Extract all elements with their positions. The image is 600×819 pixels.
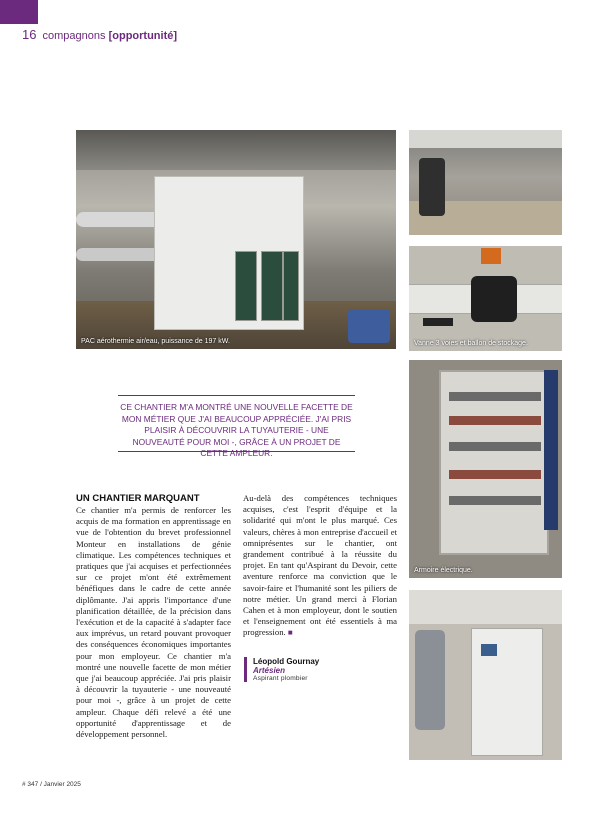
section-tag: [opportunité] [108,30,178,42]
photo-heat-pump [76,130,396,349]
photo-valve [409,246,562,351]
section-name: compagnons [42,30,106,42]
corner-tab [0,0,38,24]
page-number: 16 [22,27,37,42]
photo-electrical-cabinet [409,360,562,578]
author-signature [244,657,319,682]
pull-quote [118,395,355,458]
author-name: Léopold Gournay [253,657,320,666]
end-mark: ■ [287,628,293,638]
photo-corridor [409,130,562,235]
photo-caption: Armoire électrique. [414,567,473,574]
author-region: Artésien [253,666,286,675]
photo-control-cabinet [409,590,562,760]
photo-caption: Vanne 3 voies et ballon de stockage. [414,340,528,347]
article-heading: UN CHANTIER MARQUANT [76,493,200,504]
pull-quote-text: CE CHANTIER M'A MONTRÉ UNE NOUVELLE FACETTE DE MON MÉTIER QUE J'AI BEAUCOUP APPRÉCIÉE. J'AI PRIS PLAISIR À DÉCOUVRIR LA TUYAUTERIE - UNE NOUVEAUTÉ POUR MOI -, GRÂCE À UN PROJET DE CETTE AMPLEUR. [120,402,353,458]
page-footer: # 347 / Janvier 2025 [22,781,81,788]
page-header [22,27,177,42]
article-column-1: Ce chantier m'a permis de renforcer les acquis de ma formation en apprentissage en vue de l'obtention du brevet professionnel Monteur en installations de génie climatique. Les compétences techniques et pratiques que j'ai acquises et perfectionnées sur ce projet m'ont été extrêmement bénéfiques dans le cadre de cette année diplômante. J'ai appris l'importance d'une planification détaillée, de la précision dans l'exécution et de la capacité à s'adapter face aux imprévus, un retard pouvant provoquer des conséquences économiques importantes pour mon employeur. Ce chantier m'a montré une nouvelle facette de mon métier que j'ai beaucoup appréciée. J'ai pris plaisir à découvrir la tuyauterie - une nouveauté pour moi -, grâce à un projet de cette ampleur. Chaque défi relevé a été une opportunité d'apprentissage et de développement personnel. [76,505,231,740]
photo-caption: PAC aérothermie air/eau, puissance de 197 kW. [81,338,230,345]
article-column-2-text: Au-delà des compétences techniques acquises, c'est l'esprit d'équipe et la solidarité qui m'ont le plus marqué. Ces valeurs, chères à mon entreprise d'accueil et omniprésentes sur le chantier, ont grandement contribué à la réussite du projet. En tant qu'Aspirant du Devoir, cette aventure renforce ma conviction que le savoir-faire et l'humanité sont les piliers de notre métier. Un grand merci à Florian Cahen et à mon employeur, dont le soutien et l'enseignement ont été essentiels à ma progression. [243,493,397,638]
author-title: Aspirant plombier [253,675,308,682]
article-column-2 [243,493,397,639]
